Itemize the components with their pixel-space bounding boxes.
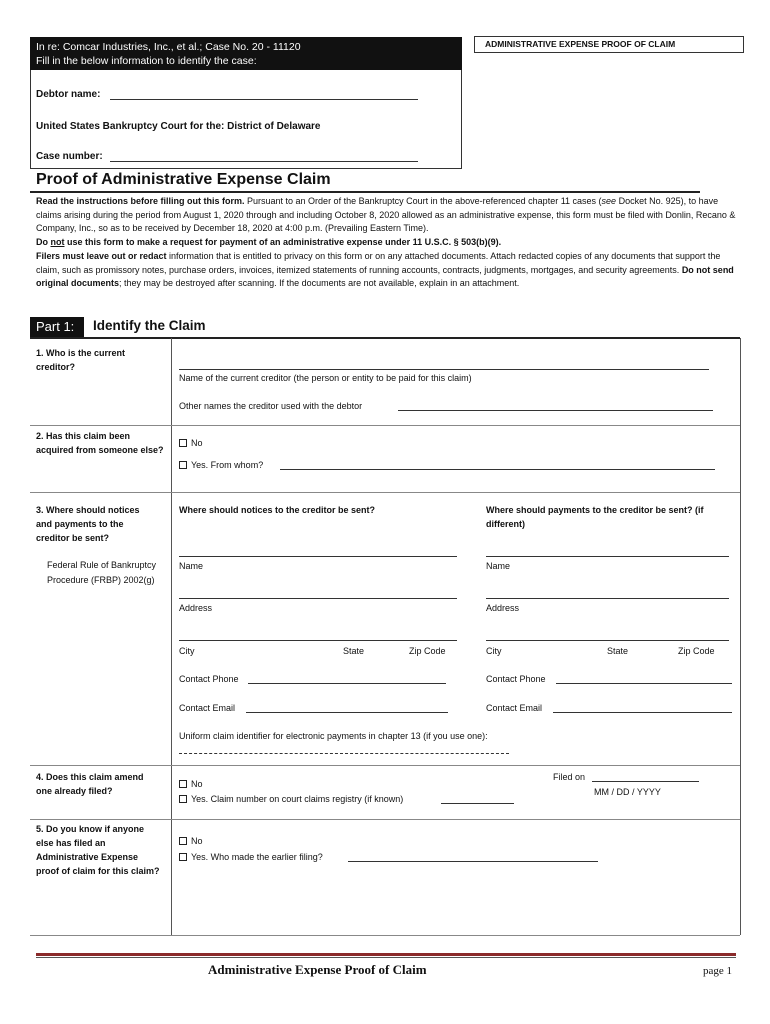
form-type-label: ADMINISTRATIVE EXPENSE PROOF OF CLAIM — [474, 36, 744, 53]
notice-zip-label: Zip Code — [409, 646, 446, 656]
notice-email-label: Contact Email — [179, 703, 236, 713]
debtor-name-field[interactable] — [110, 99, 418, 100]
court-line: United States Bankruptcy Court for the: District of Delaware — [36, 121, 321, 132]
question-5: 5. Do you know if anyone else has filed an Administrative Expense proof of claim for this claim? — [36, 824, 160, 876]
section-separator — [30, 935, 740, 936]
frbp-rule: Federal Rule of Bankruptcy Procedure (FRBP) 2002(g) — [47, 560, 157, 585]
part-label: Part 1: — [30, 317, 84, 337]
payment-phone-field[interactable] — [556, 683, 732, 684]
footer-title: Administrative Expense Proof of Claim — [208, 962, 427, 977]
other-names-label: Other names the creditor used with the debtor — [179, 401, 363, 411]
page-title: Proof of Administrative Expense Claim — [36, 171, 331, 188]
q4-no-option[interactable]: No — [179, 778, 203, 790]
question-3: 3. Where should notices and payments to the creditor be sent? — [36, 505, 140, 543]
checkbox-icon[interactable] — [179, 461, 187, 469]
question-4: 4. Does this claim amend one already filed? — [36, 772, 144, 796]
debtor-name-label: Debtor name: — [36, 89, 101, 100]
payment-name-field[interactable] — [486, 556, 729, 557]
payment-name-label: Name — [486, 561, 511, 571]
earlier-filer-field[interactable] — [348, 861, 598, 862]
uniform-identifier-field[interactable] — [179, 753, 509, 754]
payment-email-field[interactable] — [553, 712, 732, 713]
section-separator — [30, 765, 740, 766]
acquired-from-field[interactable] — [280, 469, 715, 470]
notice-email-field[interactable] — [246, 712, 448, 713]
other-names-field[interactable] — [398, 410, 713, 411]
case-number-label: Case number: — [36, 151, 103, 162]
section-separator — [30, 492, 740, 493]
payment-phone-label: Contact Phone — [486, 674, 546, 684]
checkbox-icon[interactable] — [179, 853, 187, 861]
uniform-identifier-label: Uniform claim identifier for electronic payments in chapter 13 (if you use one): — [179, 731, 488, 741]
question-column-divider — [171, 338, 172, 935]
payment-city-state-zip-field[interactable] — [486, 640, 729, 641]
title-divider — [30, 191, 700, 193]
creditor-name-field[interactable] — [179, 369, 709, 370]
notice-state-label: State — [343, 646, 365, 656]
right-border — [740, 338, 741, 935]
notice-address-field[interactable] — [179, 598, 457, 599]
q2-no-option[interactable]: No — [179, 437, 203, 449]
case-number-field[interactable] — [110, 161, 418, 162]
instructions: Read the instructions before filling out this form. Pursuant to an Order of the Bankruptcy Court in the above-referenced chapter 11 cases (see Docket No. 925), to have claims arising during the period from August 1, 2020 through and including October 8, 2020 allowed as an administrative expense, this form must be filed with Donlin, Recano & Company, Inc., so as to be received by December 18, 2020 at 4:00 p.m. (Prevailing Eastern Time). Do not use this form to make a request for payment of an administrative expense under 11 U.S.C. § 503(b)(9). Filers must leave out or redact information that is entitled to privacy on this form or on any attached documents. Attach redacted copies of any documents that support the claim, such as promissory notes, purchase orders, invoices, itemized statements of running accounts, contracts, judgments, mortgages, and security agreements. Do not send original documents; they may be destroyed after scanning. If the documents are not available, explain in an attachment. — [36, 196, 736, 289]
notice-name-field[interactable] — [179, 556, 457, 557]
notice-address-label: Address — [179, 603, 213, 613]
case-line: In re: Comcar Industries, Inc., et al.; Case No. 20 - 11120 — [36, 41, 301, 53]
filed-on-field[interactable] — [592, 781, 699, 782]
checkbox-icon[interactable] — [179, 837, 187, 845]
notice-city-label: City — [179, 646, 195, 656]
section-separator — [30, 819, 740, 820]
q2-yes-option[interactable]: Yes. From whom? — [179, 459, 263, 471]
notice-city-state-zip-field[interactable] — [179, 640, 457, 641]
footer-rule — [36, 957, 736, 958]
part-divider — [30, 337, 740, 339]
fill-instruction: Fill in the below information to identify the case: — [36, 55, 257, 67]
claim-number-field[interactable] — [441, 803, 514, 804]
section-separator — [30, 425, 740, 426]
notices-heading: Where should notices to the creditor be sent? — [179, 505, 376, 515]
part-title: Identify the Claim — [93, 318, 206, 333]
q5-yes-option[interactable]: Yes. Who made the earlier filing? — [179, 851, 323, 863]
notice-phone-label: Contact Phone — [179, 674, 239, 684]
checkbox-icon[interactable] — [179, 780, 187, 788]
footer-rule — [36, 953, 736, 956]
date-format-hint: MM / DD / YYYY — [594, 787, 661, 797]
creditor-name-caption: Name of the current creditor (the person or entity to be paid for this claim) — [179, 373, 472, 383]
case-header-banner — [30, 37, 462, 70]
notice-phone-field[interactable] — [248, 683, 446, 684]
payments-heading: Where should payments to the creditor be sent? (if different) — [486, 505, 704, 529]
question-1: 1. Who is the current creditor? — [36, 348, 126, 372]
payment-address-label: Address — [486, 603, 520, 613]
checkbox-icon[interactable] — [179, 795, 187, 803]
q5-no-option[interactable]: No — [179, 835, 203, 847]
page-number: page 1 — [703, 965, 733, 977]
filed-on-label: Filed on — [553, 772, 586, 782]
notice-name-label: Name — [179, 561, 204, 571]
payment-zip-label: Zip Code — [678, 646, 715, 656]
payment-city-label: City — [486, 646, 502, 656]
checkbox-icon[interactable] — [179, 439, 187, 447]
payment-address-field[interactable] — [486, 598, 729, 599]
payment-state-label: State — [607, 646, 629, 656]
q4-yes-option[interactable]: Yes. Claim number on court claims registry (if known) — [179, 793, 403, 805]
question-2: 2. Has this claim been acquired from someone else? — [36, 431, 164, 455]
payment-email-label: Contact Email — [486, 703, 543, 713]
